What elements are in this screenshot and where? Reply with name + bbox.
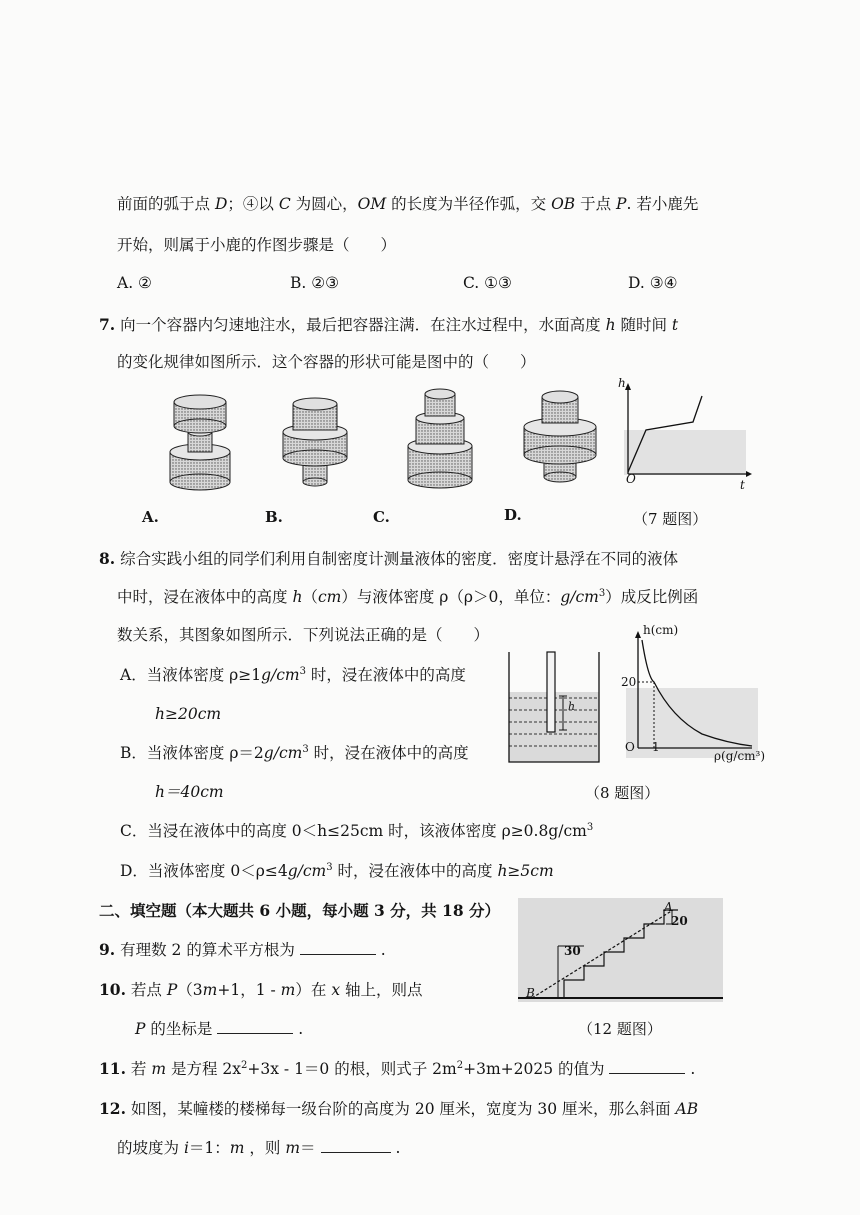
- q8-line-1: 8. 综合实践小组的同学们利用自制密度计测量液体的密度．密度计悬浮在不同的液体: [99, 549, 679, 568]
- q10-answer-blank[interactable]: [217, 1019, 293, 1034]
- q6-line-1: 前面的弧于点 D；④以 C 为圆心，OM 的长度为半径作弧，交 OB 于点 P. 若小鹿先: [117, 195, 699, 213]
- q6-line-2: 开始，则属于小鹿的作图步骤是（ ）: [117, 236, 397, 254]
- q6-option-c: C. ①③: [463, 274, 512, 292]
- q7-shape-b: [275, 390, 355, 500]
- q8-option-d: D．当液体密度 $0<\rho\le 4g/cm^3$ 时，浸在液体中的高度 h≥5cm: [120, 861, 554, 880]
- q11-answer-blank[interactable]: [609, 1059, 685, 1074]
- q8-graph-origin: O: [625, 740, 635, 754]
- q11-line: 11. 若 m 是方程 $2x^2+3x - 1=0$ 的根，则式子 $2m^2+3m+2025$ 的值为 .: [99, 1059, 696, 1078]
- q8-graph-tick-20: 20: [621, 675, 637, 689]
- q12-label-b: B: [526, 986, 535, 1000]
- q10-line-2: P 的坐标是 .: [135, 1020, 304, 1038]
- q12-caption: （12 题图）: [578, 1020, 662, 1038]
- q8-beaker-h-label: h: [568, 700, 576, 713]
- section-2-heading: 二、填空题（本大题共 6 小题，每小题 3 分，共 18 分）: [99, 901, 501, 920]
- q12-line-2: 的坡度为 i＝1：m ，则 m＝ .: [117, 1139, 401, 1157]
- q8-option-a-cont: h≥20cm: [155, 705, 222, 723]
- q8-graph-tick-1: 1: [652, 740, 660, 754]
- q7-label-a: A.: [142, 508, 159, 526]
- q8-option-c: C．当浸在液体中的高度 0＜h≤25cm 时，该液体密度 $\rho\ge 0.8g/cm^3$: [120, 821, 594, 840]
- q8-graph-y-label: h(cm): [643, 623, 679, 637]
- q7-shape-d: [518, 385, 602, 500]
- q12-stairs-figure: [518, 898, 723, 1006]
- q8-option-b: B．当液体密度 $\rho=2g/cm^3$ 时，浸在液体中的高度: [120, 743, 469, 762]
- q9-answer-blank[interactable]: [300, 940, 376, 955]
- q7-graph-y-label: h: [618, 376, 626, 390]
- q7-shape-c: [400, 382, 480, 500]
- q6-option-d: D. ③④: [628, 274, 678, 292]
- q7-line-1: 7. 向一个容器内匀速地注水，最后把容器注满．在注水过程中，水面高度 h 随时间 t: [99, 315, 679, 334]
- q6-option-b: B. ②③: [290, 274, 340, 292]
- q8-caption: （8 题图）: [585, 784, 660, 802]
- q10-line-1: 10. 若点 P（3m+1，1 - m）在 x 轴上，则点: [99, 980, 423, 999]
- q7-line-2: 的变化规律如图所示．这个容器的形状可能是图中的（ ）: [117, 353, 536, 371]
- q7-graph-origin: O: [626, 472, 636, 486]
- q12-label-30: 30: [564, 944, 581, 958]
- q8-line-3: 数关系，其图象如图所示．下列说法正确的是（ ）: [117, 626, 490, 644]
- q7-graph: [618, 382, 753, 487]
- q8-graph-x-label: ρ(g/cm³): [714, 749, 766, 763]
- q7-label-d: D.: [504, 506, 522, 524]
- q9-line: 9. 有理数 2 的算术平方根为 .: [99, 940, 386, 959]
- q8-option-a: A．当液体密度 $\rho\ge 1g/cm^3$ 时，浸在液体中的高度: [120, 665, 466, 684]
- q6-option-a: A. ②: [117, 274, 152, 292]
- q7-caption: （7 题图）: [633, 510, 708, 528]
- q7-label-c: C.: [373, 508, 390, 526]
- q8-line-2: 中时，浸在液体中的高度 h（cm）与液体密度 ρ（ρ＞0，单位：$g/cm^3$）成反比例函: [117, 587, 699, 606]
- q7-shape-a: [160, 390, 240, 500]
- q7-label-b: B.: [265, 508, 283, 526]
- q8-option-b-cont: h＝40cm: [155, 783, 224, 801]
- q7-graph-x-label: t: [740, 478, 745, 492]
- q12-label-a: A: [664, 900, 673, 914]
- q12-line-1: 12. 如图，某幢楼的楼梯每一级台阶的高度为 20 厘米，宽度为 30 厘米，那么斜面 AB: [99, 1099, 699, 1118]
- q8-beaker: [507, 650, 602, 765]
- q12-answer-blank[interactable]: [321, 1138, 391, 1153]
- q12-label-20: 20: [671, 914, 688, 928]
